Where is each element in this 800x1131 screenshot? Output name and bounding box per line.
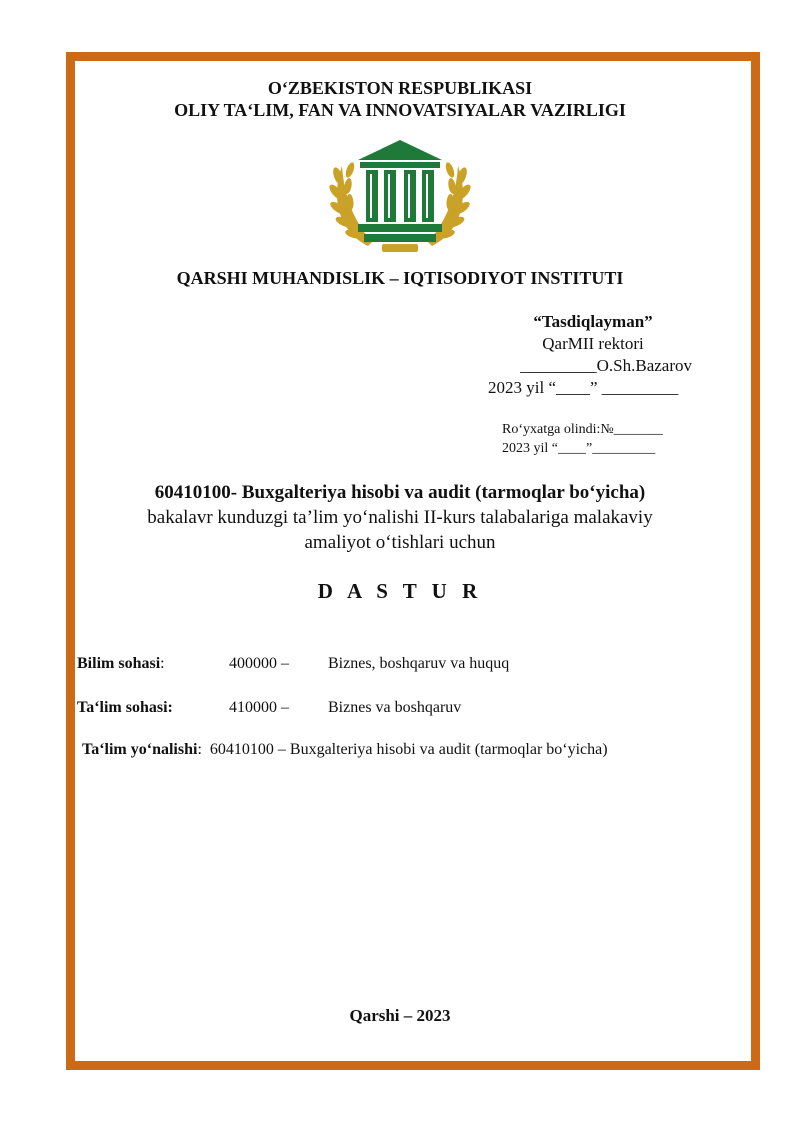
program-description-line2: amaliyot o‘tishlari uchun xyxy=(304,532,496,553)
institute-logo-icon xyxy=(328,138,472,256)
field-separator: : xyxy=(197,741,202,758)
field-row-talim-yonalishi xyxy=(82,740,608,760)
field-label: Bilim sohasi xyxy=(77,655,161,672)
ministry-header-line2: OLIY TA‘LIM, FAN VA INNOVATSIYALAR VAZIRLIGI xyxy=(174,100,626,120)
field-label: Ta‘lim sohasi: xyxy=(77,699,173,716)
field-separator: : xyxy=(160,655,165,672)
field-code: 400000 – xyxy=(229,655,289,672)
approval-date: 2023 yil “____” _________ xyxy=(488,378,679,397)
approval-signature: _________O.Sh.Bazarov xyxy=(520,356,692,375)
institute-name: QARSHI MUHANDISLIK – IQTISODIYOT INSTITUTI xyxy=(176,268,624,288)
field-label: Ta‘lim yo‘nalishi xyxy=(82,741,198,758)
registration-number: Ro‘yxatga olindi:№_______ xyxy=(502,422,663,437)
approval-title: “Tasdiqlayman” xyxy=(533,312,653,331)
footer-city-year: Qarshi – 2023 xyxy=(349,1006,451,1025)
field-row-bilim-sohasi xyxy=(77,654,165,674)
field-code: 410000 – xyxy=(229,699,289,716)
program-title: 60410100- Buxgalteriya hisobi va audit (tarmoqlar bo‘yicha) xyxy=(154,482,646,503)
field-value: Biznes, boshqaruv va huquq xyxy=(328,655,510,672)
registration-date: 2023 yil “____”_________ xyxy=(502,441,656,456)
field-value: Biznes va boshqaruv xyxy=(328,699,462,716)
field-value: – Buxgalteriya hisobi va audit (tarmoqlar bo‘yicha) xyxy=(273,741,608,758)
field-code: 60410100 xyxy=(209,741,274,758)
program-description-line1: bakalavr kunduzgi ta’lim yo‘nalishi II-kurs talabalariga malakaviy xyxy=(147,507,653,528)
document-type: D A S T U R xyxy=(317,579,483,603)
ministry-header-line1: O‘ZBEKISTON RESPUBLIKASI xyxy=(267,78,533,98)
approval-role: QarMII rektori xyxy=(542,334,644,353)
